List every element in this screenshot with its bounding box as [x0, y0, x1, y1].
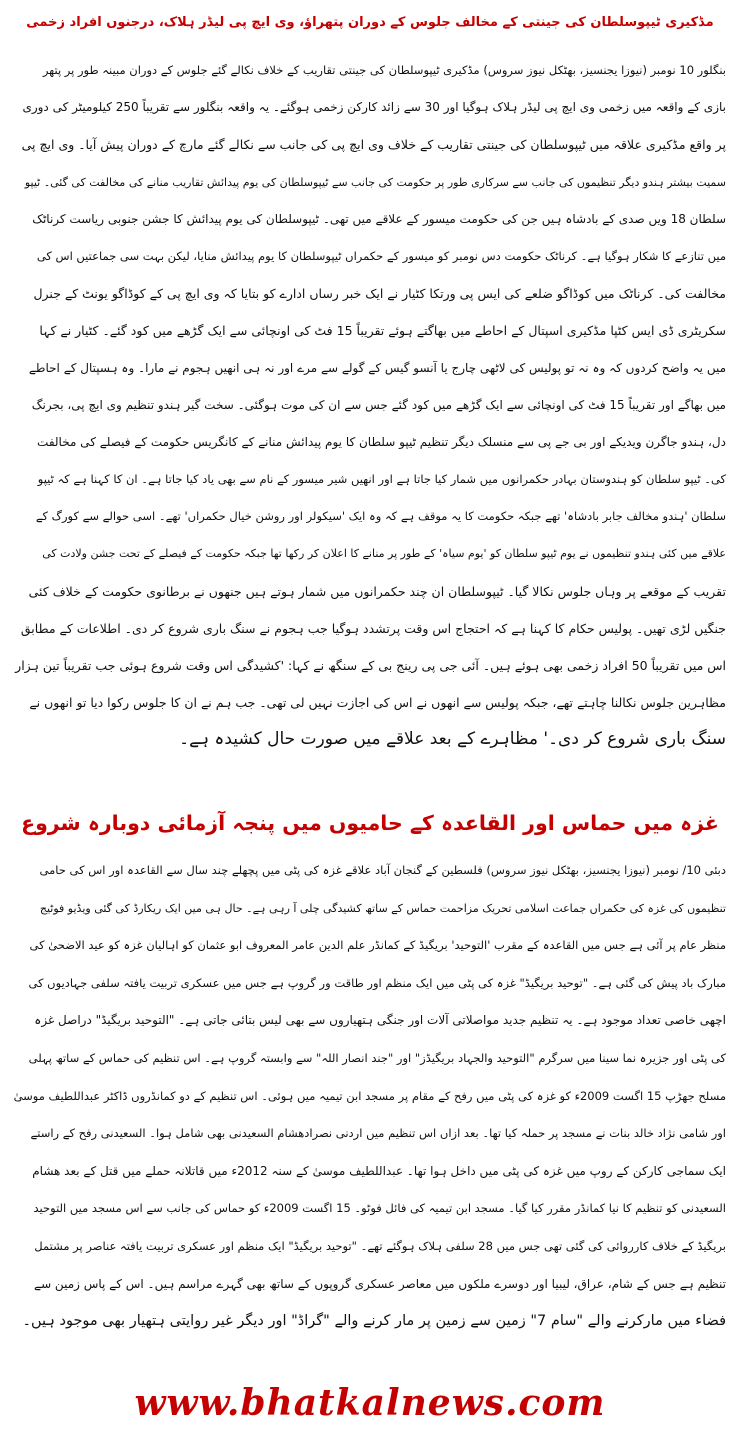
body-text-line: سکریٹری ڈی ایس کٹپا مڈکیری اسپتال کے احاطے میں بھاگتے ہوئے تقریباً 15 فٹ کی اونچائی سے ایک گڑھے میں کود گئے۔ کٹیار نے کہا — [39, 323, 726, 339]
body-text-line: کی۔ ٹیپو سلطان کو ہندوستان بہادر حکمرانوں میں شمار کیا جاتا ہے اور انھیں شیر میسور کے نام سے بھی یاد کیا جاتا ہے۔ ان کا کہنا ہے کہ ٹیپو — [37, 472, 726, 487]
body-text-line: علاقے میں کئی ہندو تنظیموں نے یوم ٹیپو سلطان کو 'یوم سیاہ' کے طور پر منانے کا اعلان کر رکھا تھا جبکہ حکومت کے فیصلے کے تحت جشن ولادت کی — [42, 547, 726, 561]
body-text-line: اچھی خاصی تعداد موجود ہے۔ یہ تنظیم جدید مواصلاتی آلات اور جنگی ہتھیاروں سے بھی لیس بتائی جاتی ہے۔ "التوحید بریگیڈ" دراصل غزہ — [34, 1013, 726, 1028]
body-text-line: مسلح جھڑپ 15 اگست 2009ء کو غزہ کی پٹی میں رفح کے مقام پر مسجد ابن تیمیہ میں ہوئی۔ اس تنظیم کے دو کمانڈروں ڈاکٹر عبداللطیف موسیٰ — [14, 1088, 726, 1103]
site-footer-logo[interactable]: www.bhatkalnews.com — [134, 1382, 606, 1424]
body-text-line: جنگیں لڑی تھیں۔ پولیس حکام کا کہنا ہے کہ احتجاج اس وقت پرتشدد ہوگیا جب ہجوم نے سنگ باری شروع کر دی۔ اطلاعات کے مطابق — [20, 620, 726, 636]
body-text-line: کی پٹی اور جزیرہ نما سینا میں سرگرم "التوحید والجہاد بریگیڈز" اور "جند انصار اللہ" سے وابستہ گروپ ہے۔ اس تنظیم کی حماس کے ساتھ پہلی — [28, 1050, 726, 1065]
article-2-headline: غزہ میں حماس اور القاعدہ کے حامیوں میں پنجہ آزمائی دوبارہ شروع — [21, 811, 719, 835]
body-text-line: میں بھاگے اور تقریباً 15 فٹ کی اونچائی سے ایک گڑھے میں کود گئے جس سے ان کی موت ہوگئی۔ سخت گیر ہندو تنظیم وی ایچ پی، بجرنگ — [31, 397, 726, 412]
body-text-line: سمیت بیشتر ہندو دیگر تنظیموں کی جانب سے سرکاری طور پر حکومت کی جانب سے ٹیپوسلطان کی یوم پیدائش تقاریب منانے کی مخالفت کی گئی۔ ٹیپو — [24, 175, 726, 189]
body-text-line: منظر عام پر آئی ہے جس میں القاعدہ کے مقرب 'التوحید' بریگیڈ کے کمانڈر علم الدین عامر المعروف ابو عثمان کو اہالیان غزہ کو عید الاضحیٰ کی — [29, 938, 726, 953]
body-text-line: تقریب کے موقعے پر وہاں جلوس نکالا گیا۔ ٹیپوسلطان ان چند حکمرانوں میں شمار ہوتے ہیں جنھوں نے برطانوی حکومت کے خلاف کئی — [28, 583, 726, 599]
body-text-line: میں تنازعے کا شکار ہوگیا ہے۔ کرناٹک حکومت دس نومبر کو میسور کے حکمراں ٹیپوسلطان کا یوم پیدائش منایا، لیکن بہت سی جماعتیں اس کی — [36, 248, 726, 263]
body-text-line: تنظیم ہے جس کے شام، عراق، لیبیا اور دوسرے ملکوں میں معاصر عسکری گروپوں کے ساتھ بھی گہرے مراسم ہیں۔ اس کے پاس زمین سے — [34, 1276, 726, 1291]
article-1-body — [14, 52, 726, 759]
body-text-line: بازی کے واقعہ میں زخمی وی ایچ پی لیڈر ہلاک ہوگیا اور 30 سے زائد کارکن زخمی ہوگئے۔ یہ واقعہ بنگلور سے تقریباً 250 کیلومیٹر کی دوری — [22, 100, 726, 115]
body-text-line: مخالفت کی۔ کرناٹک میں کوڈاگو ضلعے کی ایس پی ورتکا کٹیار نے ایک خبر رساں ادارے کو بتایا کہ وی ایچ پی کے کوڈاگو یونٹ کے جنرل — [33, 286, 726, 302]
body-text-line: تنظیموں کی غزہ کی حکمراں جماعت اسلامی تحریک مزاحمت حماس کے ساتھ کشیدگی چلی آ رہی ہے۔ حال ہی میں ایک ریکارڈ کی گئی ویڈیو فوٹیج — [39, 901, 726, 915]
body-text-line: پر واقع مڈکیری علاقہ میں ٹیپوسلطان کی جینتی تقاریب کے خلاف وی ایچ پی کی جانب سے نکالے گئے مارچ کے دوران پیش آیا۔ وی ایچ پی — [21, 137, 726, 153]
body-text-line: سنگ باری شروع کر دی۔' مظاہرے کے بعد علاقے میں صورت حال کشیدہ ہے۔ — [179, 729, 726, 750]
body-text-line: اور شامی نژاد خالد بنات نے مسجد پر حملہ کیا تھا۔ بعد ازاں اس تنظیم میں اردنی نصرادھشام السعیدنی بھی شامل ہوا۔ السعیدنی رفح کے راستے — [30, 1126, 726, 1141]
article-2-body — [14, 852, 726, 1341]
body-text-line: سلطان 'ہندو مخالف جابر بادشاہ' تھے جبکہ حکومت کا یہ موقف ہے کہ وہ ایک 'سیکولر اور روشن خیال حکمراں' تھے۔ اسی حوالے سے کورگ کے — [35, 509, 726, 524]
article-1-headline: مڈکیری ٹیپوسلطان کی جینتی کے مخالف جلوس کے دوران پتھراؤ، وی ایچ پی لیڈر ہلاک، درجنوں افراد زخمی — [26, 15, 714, 30]
body-text-line: میں یہ واضح کردوں کہ وہ نہ تو پولیس کی لاٹھی چارج یا آنسو گیس کے گولے سے مرے اور نہ ہی انھیں ہجوم نے مارا۔ وہ ہسپتال کے احاطے — [28, 360, 726, 375]
body-text-line: دل، ہندو جاگرن ویدیکے اور بی جے پی سے منسلک دیگر تنظیم ٹیپو سلطان کا یوم پیدائش منانے کے کانگریس حکومت کے فیصلے کی مخالفت — [37, 434, 726, 449]
body-text-line: ایک سماجی کارکن کے روپ میں غزہ کی پٹی میں داخل ہوا تھا۔ عبداللطیف موسیٰ کے سنہ 2012ء میں قاتلانہ حملے میں قتل کے بعد ھشام — [32, 1163, 726, 1178]
body-text-line: مظاہرین جلوس نکالنا چاہتے تھے، جبکہ پولیس سے انھوں نے اس کی اجازت نہیں لی تھی۔ جب ہم نے ان کا جلوس رکوا دیا تو انھوں نے — [29, 695, 726, 711]
body-text-line: اس میں تقریباً 50 افراد زخمی بھی ہوئے ہیں۔ آئی جی پی رینج بی کے سنگھ نے کہا: 'کشیدگی اس وقت شروع ہوئی جب تقریباً تین ہزار — [15, 658, 726, 673]
body-text-line: دبئی 10/ نومبر (نیوزا یجنسیز، بھٹکل نیوز سروس) فلسطین کے گنجان آباد علاقے غزہ کی پٹی میں پچھلے چند سال سے القاعدہ اور اس کی حامی — [39, 863, 726, 877]
body-text-line: بنگلور 10 نومبر (نیوزا یجنسیز، بھٹکل نیوز سروس) مڈکیری ٹیپوسلطان کی جینتی تقاریب کے خلاف نکالے گئے جلوس کے دوران مبینہ طور پر پتھر — [42, 63, 726, 77]
body-text-line: مبارک باد پیش کی گئی ہے۔ "توحید بریگیڈ" غزہ کی پٹی میں ایک منظم اور طاقت ور گروپ ہے جس میں عسکری تربیت یافتہ سلفی جہادیوں کی — [28, 975, 726, 990]
body-text-line: سلطان 18 ویں صدی کے بادشاہ ہیں جن کی حکومت میسور کے علاقے میں تھی۔ ٹیپوسلطان کی یوم پیدائش کا جشن جنوبی ریاست کرناٹک — [32, 211, 726, 226]
body-text-line: فضاء میں مارکرنے والے "سام 7" زمین سے زمین پر مار کرنے والے "گراڈ" اور دیگر غیر روایتی ہتھیار بھی موجود ہیں۔ — [22, 1313, 726, 1330]
body-text-line: بریگیڈ کے خلاف کارروائی کی گئی تھی جس میں 28 سلفی ہلاک ہوگئے تھے۔ "توحید بریگیڈ" ایک منظم اور عسکری تربیت یافتہ عناصر پر مشتمل — [34, 1238, 726, 1253]
body-text-line: السعیدنی کو تنظیم کا نیا کمانڈر مقرر کیا گیا۔ مسجد ابن تیمیہ کی فائل فوٹو۔ 15 اگست 2009ء کو حماس کی جانب سے اس مسجد میں التوحید — [33, 1201, 726, 1216]
